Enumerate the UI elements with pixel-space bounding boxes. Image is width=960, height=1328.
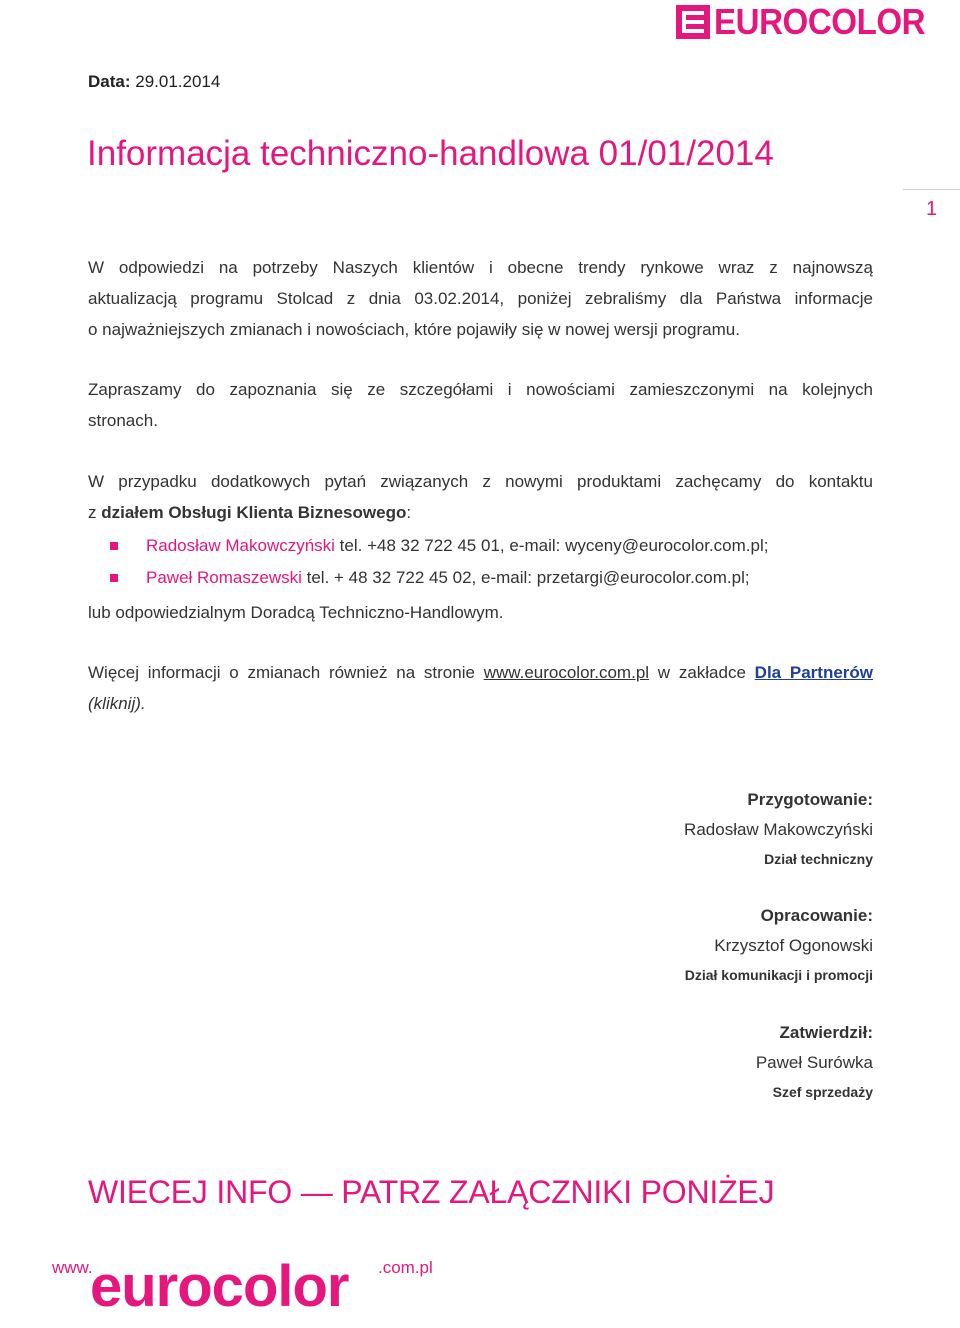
signature-department: Szef sprzedaży (772, 1084, 873, 1100)
more-info-mid: w zakładce (649, 663, 755, 682)
signature-department: Dział techniczny (764, 851, 873, 867)
contact-person-name: Radosław Makowczyński (146, 536, 335, 555)
intro-line: aktualizacją programu Stolcad z dnia 03.02.2014, poniżej zebraliśmy dla Państwa informacje (88, 289, 873, 308)
more-info-text: Więcej informacji o zmianach również na stronie (88, 663, 484, 682)
contact-suffix: : (406, 503, 412, 522)
signature-block-approved (756, 1018, 873, 1106)
contact-closing: lub odpowiedzialnym Doradcą Techniczno-Handlowym. (88, 603, 504, 622)
signature-name: Krzysztof Ogonowski (714, 936, 873, 955)
page-number: 1 (926, 198, 938, 220)
logo-wordmark: EUROCOLOR (714, 1, 926, 42)
eurocolor-logo (676, 1, 926, 42)
more-info-line (88, 657, 873, 688)
signature-block-developed (685, 901, 873, 989)
page-number-divider (903, 189, 960, 190)
contact-list (110, 530, 768, 594)
signature-block-prepared (684, 785, 873, 873)
footer-logo (52, 1250, 452, 1328)
contact-paragraph (88, 466, 873, 528)
bullet-icon (110, 542, 118, 550)
date-label: Data: (88, 72, 131, 91)
invite-paragraph (88, 374, 873, 436)
contact-department-line (88, 497, 873, 528)
list-item (110, 530, 768, 562)
attachments-callout: WIECEJ INFO — PATRZ ZAŁĄCZNIKI PONIŻEJ (88, 1174, 775, 1210)
intro-line: W odpowiedzi na potrzeby Naszych klientów i obecne trendy rynkowe wraz z najnowszą (88, 258, 873, 277)
list-item (110, 562, 768, 594)
contact-person-details: tel. +48 32 722 45 01, e-mail: wyceny@eurocolor.com.pl; (334, 536, 769, 555)
document-date (88, 72, 220, 92)
date-value: 29.01.2014 (135, 72, 221, 91)
partners-tab-link[interactable]: Dla Partnerów (754, 663, 874, 682)
contact-line: W przypadku dodatkowych pytań związanych z nowymi produktami zachęcamy do kontaktu (88, 472, 873, 491)
invite-line: stronach. (88, 411, 158, 430)
contact-person-name: Paweł Romaszewski (146, 568, 302, 587)
contact-department: działem Obsługi Klienta Biznesowego (101, 503, 407, 522)
contact-person-details: tel. + 48 32 722 45 02, e-mail: przetargi@eurocolor.com.pl; (301, 568, 750, 587)
signature-name: Paweł Surówka (755, 1053, 873, 1072)
page-title: Informacja techniczno-handlowa 01/01/2014 (87, 134, 774, 173)
bullet-icon (110, 574, 118, 582)
footer-www: www. (52, 1258, 93, 1277)
footer-tld: .com.pl (378, 1258, 433, 1277)
contact-prefix: z (88, 503, 102, 522)
signature-role: Opracowanie: (760, 906, 873, 925)
intro-paragraph (88, 252, 873, 345)
signature-name: Radosław Makowczyński (684, 820, 873, 839)
signature-role: Przygotowanie: (747, 790, 873, 809)
click-note: (kliknij). (88, 694, 146, 713)
eurocolor-logo-icon (676, 5, 710, 39)
footer-brand: eurocolor (90, 1254, 349, 1319)
signature-role: Zatwierdził: (779, 1023, 873, 1042)
signature-department: Dział komunikacji i promocji (684, 967, 873, 983)
intro-line: o najważniejszych zmianach i nowościach, które pojawiły się w nowej wersji programu. (88, 320, 740, 339)
website-link[interactable]: www.eurocolor.com.pl (483, 663, 650, 682)
more-info-paragraph (88, 657, 873, 719)
invite-line: Zapraszamy do zapoznania się ze szczegółami i nowościami zamieszczonymi na kolejnych (88, 380, 873, 399)
